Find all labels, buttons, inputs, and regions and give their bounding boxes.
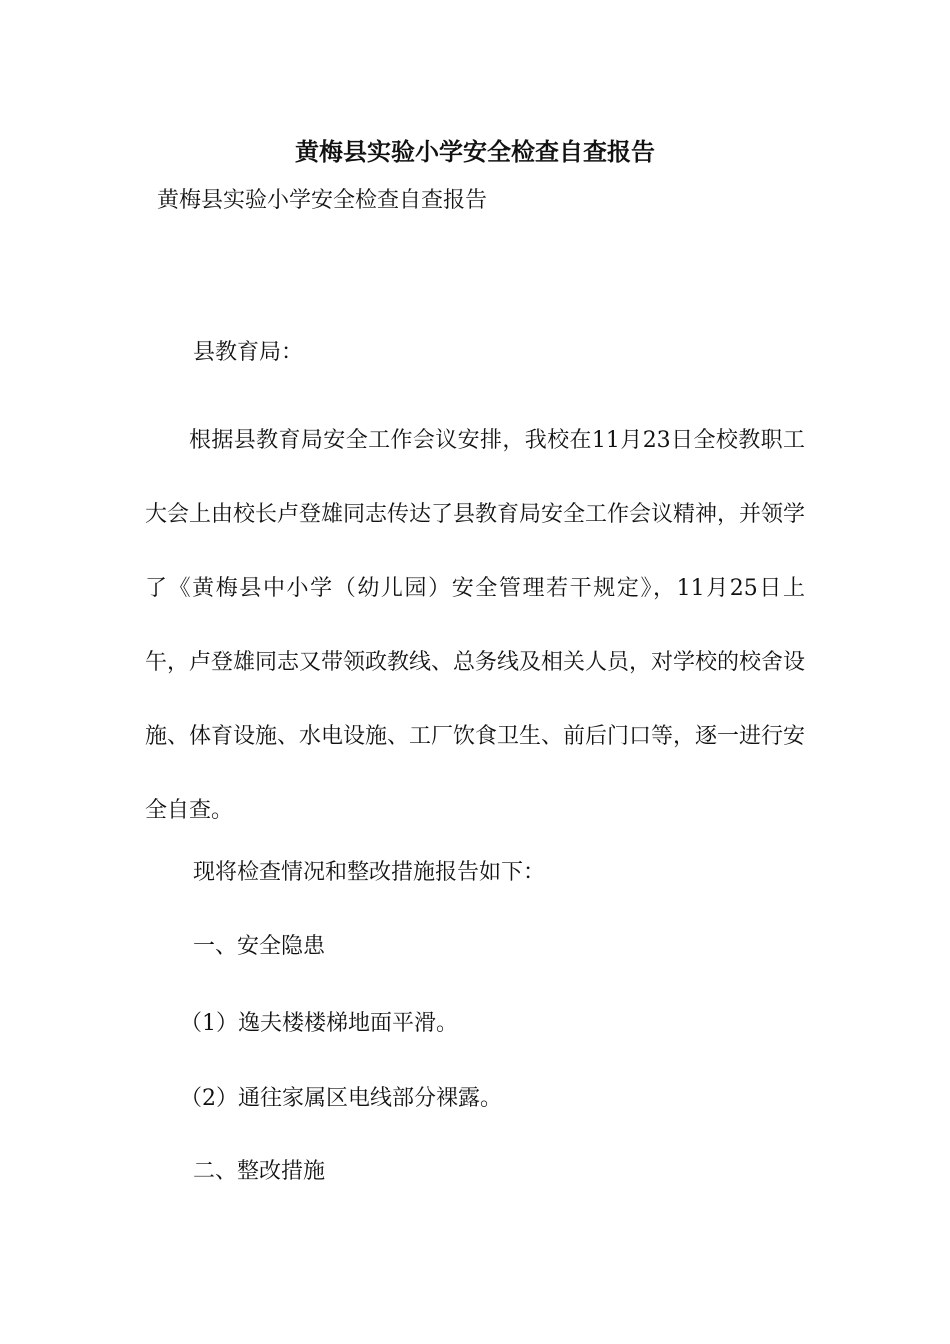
list-item: （2）通往家属区电线部分裸露。 [180,1086,502,1111]
section-heading-hazards: 一、安全隐患 [193,934,326,959]
paragraph-report-intro: 现将检查情况和整改措施报告如下： [193,860,546,885]
document-title: 黄梅县实验小学安全检查自查报告 [295,137,655,166]
list-item: （1）逸夫楼楼梯地面平滑。 [180,1011,458,1036]
section-heading-measures: 二、整改措施 [193,1159,326,1184]
salutation: 县教育局： [193,340,304,365]
paragraph-arrangement: 根据县教育局安全工作会议安排，我校在11月23日全校教职工大会上由校长卢登雄同志传达了县教育局安全工作会议精神，并领学了《黄梅县中小学（幼儿园）安全管理若干规定》，11月25日上午，卢登雄同志又带领政教线、总务线及相关人员，对学校的校舍设施、体育设施、水电设施、工厂饮食卫生、前后门口等，逐一进行安全自查。 [145,428,806,823]
document-subtitle: 黄梅县实验小学安全检查自查报告 [157,188,488,213]
